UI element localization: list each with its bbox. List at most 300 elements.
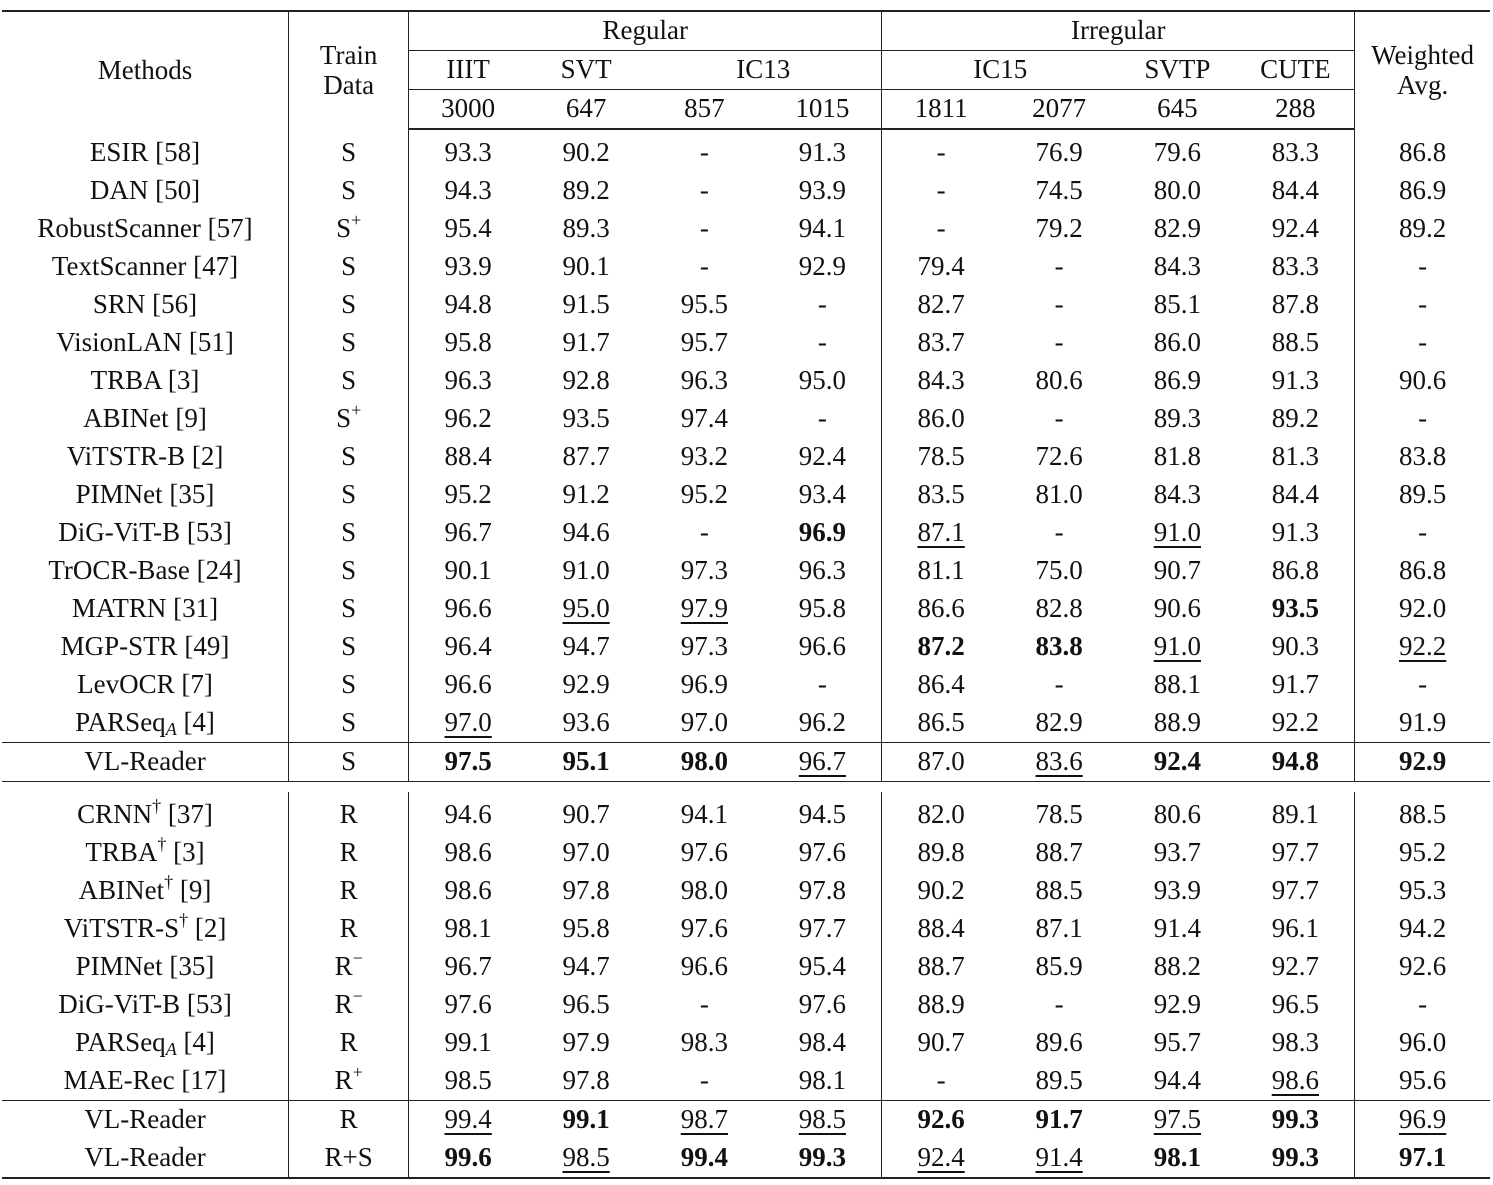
weighted-avg-cell bbox=[1355, 628, 1490, 666]
score-cell bbox=[882, 400, 1000, 438]
score-cell bbox=[764, 743, 882, 782]
score-cell bbox=[1000, 210, 1118, 248]
method-name: ESIR [58] bbox=[89, 136, 201, 167]
dagger-mark: † bbox=[164, 872, 174, 893]
score-cell bbox=[882, 129, 1000, 172]
score-cell bbox=[527, 834, 645, 872]
score-value: 97.0 bbox=[562, 837, 610, 868]
score-value: 83.3 bbox=[1271, 251, 1319, 282]
score-value: 99.3 bbox=[1271, 1142, 1319, 1173]
score-value: 93.9 bbox=[1153, 875, 1201, 906]
score-cell bbox=[1236, 1062, 1354, 1101]
score-cell bbox=[1118, 286, 1236, 324]
method-cell bbox=[2, 910, 289, 948]
score-value: - bbox=[699, 1065, 709, 1096]
score-cell bbox=[527, 1062, 645, 1101]
score-cell bbox=[1000, 172, 1118, 210]
dataset-header-svtp: SVTP bbox=[1118, 51, 1236, 90]
table-row bbox=[2, 362, 1490, 400]
score-cell bbox=[409, 210, 527, 248]
score-cell bbox=[409, 628, 527, 666]
score-cell bbox=[527, 590, 645, 628]
train-data-cell bbox=[289, 910, 409, 948]
method-cell bbox=[2, 704, 289, 743]
train-data-value: S bbox=[336, 403, 352, 434]
score-value: - bbox=[817, 289, 827, 320]
dataset-header-ic15: IC15 bbox=[882, 51, 1118, 90]
score-cell bbox=[1118, 172, 1236, 210]
score-value: - bbox=[1054, 289, 1064, 320]
train-data-cell bbox=[289, 476, 409, 514]
score-cell bbox=[645, 792, 763, 834]
score-value: 97.3 bbox=[680, 555, 728, 586]
score-cell bbox=[1000, 1139, 1118, 1178]
score-cell bbox=[527, 910, 645, 948]
train-data-cell bbox=[289, 400, 409, 438]
score-cell bbox=[645, 286, 763, 324]
score-cell bbox=[882, 590, 1000, 628]
score-value: 90.7 bbox=[917, 1027, 965, 1058]
method-subscript: A bbox=[165, 719, 177, 740]
train-data-value: R bbox=[339, 1027, 358, 1058]
weighted-avg-cell bbox=[1355, 948, 1490, 986]
score-cell bbox=[1000, 948, 1118, 986]
train-data-cell bbox=[289, 1024, 409, 1062]
method-cell bbox=[2, 1024, 289, 1062]
score-value: 89.3 bbox=[562, 213, 610, 244]
score-value: 97.0 bbox=[444, 707, 492, 738]
score-value: - bbox=[699, 989, 709, 1020]
score-cell bbox=[1000, 129, 1118, 172]
score-value: 94.6 bbox=[562, 517, 610, 548]
score-value: 92.9 bbox=[1153, 989, 1201, 1020]
train-data-value: S bbox=[341, 136, 357, 167]
score-value: 95.2 bbox=[444, 479, 492, 510]
score-value: 97.6 bbox=[798, 837, 847, 868]
score-cell bbox=[527, 248, 645, 286]
train-data-value: R bbox=[339, 837, 358, 868]
score-value: 95.2 bbox=[680, 479, 728, 510]
score-cell bbox=[882, 834, 1000, 872]
score-cell bbox=[882, 704, 1000, 743]
count-header: 857 bbox=[645, 90, 763, 130]
score-cell bbox=[764, 248, 882, 286]
score-value: 91.0 bbox=[562, 555, 610, 586]
score-value: - bbox=[699, 517, 709, 548]
score-value: 82.9 bbox=[1153, 213, 1201, 244]
method-name: DiG-ViT-B [53] bbox=[58, 517, 232, 548]
score-value: 92.4 bbox=[1271, 213, 1319, 244]
score-value: 86.8 bbox=[1398, 555, 1447, 586]
weighted-avg-cell bbox=[1355, 590, 1490, 628]
score-value: - bbox=[936, 137, 946, 168]
score-cell bbox=[882, 286, 1000, 324]
score-value: 95.8 bbox=[444, 327, 492, 358]
score-cell bbox=[1000, 1062, 1118, 1101]
score-cell bbox=[764, 286, 882, 324]
score-cell bbox=[645, 324, 763, 362]
score-value: 90.7 bbox=[1153, 555, 1201, 586]
score-value: 79.6 bbox=[1153, 137, 1201, 168]
weighted-avg-cell bbox=[1355, 129, 1490, 172]
method-cell bbox=[2, 628, 289, 666]
score-cell bbox=[1000, 438, 1118, 476]
score-cell bbox=[1000, 704, 1118, 743]
score-value: 86.8 bbox=[1271, 555, 1319, 586]
dataset-header-ic13: IC13 bbox=[645, 51, 882, 90]
weighted-avg-cell bbox=[1355, 1139, 1490, 1178]
score-cell bbox=[527, 872, 645, 910]
train-data-cell bbox=[289, 438, 409, 476]
score-value: 90.1 bbox=[444, 555, 492, 586]
score-value: 80.6 bbox=[1035, 365, 1083, 396]
table-row bbox=[2, 286, 1490, 324]
score-value: 91.4 bbox=[1153, 913, 1201, 944]
score-value: 93.6 bbox=[562, 707, 610, 738]
score-value: 96.1 bbox=[1271, 913, 1319, 944]
score-value: 92.4 bbox=[917, 1142, 965, 1173]
score-value: 79.4 bbox=[917, 251, 965, 282]
score-value: 87.1 bbox=[1035, 913, 1083, 944]
score-value: 88.9 bbox=[1153, 707, 1201, 738]
score-value: 97.1 bbox=[1398, 1142, 1447, 1173]
count-header: 2077 bbox=[1000, 90, 1118, 130]
score-value: 89.2 bbox=[562, 175, 610, 206]
score-cell bbox=[527, 210, 645, 248]
score-cell bbox=[527, 792, 645, 834]
method-name: ViTSTR-S bbox=[63, 913, 180, 944]
score-value: 97.3 bbox=[680, 631, 728, 662]
score-value: 94.7 bbox=[562, 951, 610, 982]
score-value: 92.4 bbox=[798, 441, 847, 472]
score-cell bbox=[1000, 792, 1118, 834]
score-cell bbox=[1118, 514, 1236, 552]
table-row bbox=[2, 129, 1490, 172]
score-value: - bbox=[1418, 327, 1428, 358]
score-cell bbox=[1236, 628, 1354, 666]
score-value: 93.7 bbox=[1153, 837, 1201, 868]
weighted-avg-header: Weighted Avg. bbox=[1355, 11, 1490, 129]
score-value: 97.9 bbox=[680, 593, 728, 624]
score-value: 90.2 bbox=[917, 875, 965, 906]
score-value: 86.9 bbox=[1153, 365, 1201, 396]
score-value: 86.8 bbox=[1398, 136, 1447, 167]
score-cell bbox=[1000, 986, 1118, 1024]
score-value: 96.7 bbox=[798, 746, 847, 777]
score-cell bbox=[1118, 834, 1236, 872]
score-cell bbox=[1236, 324, 1354, 362]
score-cell bbox=[764, 514, 882, 552]
score-value: 98.4 bbox=[798, 1027, 847, 1058]
score-cell bbox=[764, 1024, 882, 1062]
score-cell bbox=[645, 438, 763, 476]
score-value: 98.0 bbox=[680, 875, 728, 906]
score-value: 91.0 bbox=[1153, 517, 1201, 548]
score-value: 81.1 bbox=[917, 555, 965, 586]
score-cell bbox=[1236, 590, 1354, 628]
score-cell bbox=[764, 704, 882, 743]
score-cell bbox=[1000, 400, 1118, 438]
table-row bbox=[2, 476, 1490, 514]
score-value: 91.7 bbox=[562, 327, 610, 358]
ours-row bbox=[2, 1139, 1490, 1178]
score-cell bbox=[527, 704, 645, 743]
score-cell bbox=[645, 362, 763, 400]
score-cell bbox=[1000, 590, 1118, 628]
train-data-cell bbox=[289, 1139, 409, 1178]
train-data-value: S bbox=[341, 631, 357, 662]
method-cell bbox=[2, 514, 289, 552]
score-value: 93.9 bbox=[444, 251, 492, 282]
method-cell bbox=[2, 362, 289, 400]
method-cell bbox=[2, 1101, 289, 1140]
score-cell bbox=[527, 324, 645, 362]
score-cell bbox=[527, 1024, 645, 1062]
train-data-header: Train Data bbox=[289, 11, 409, 129]
score-cell bbox=[1236, 1139, 1354, 1178]
score-value: 95.5 bbox=[680, 289, 728, 320]
results-table-container bbox=[2, 10, 1490, 1179]
score-value: 91.3 bbox=[1271, 365, 1319, 396]
score-value: 83.7 bbox=[917, 327, 965, 358]
weighted-avg-cell bbox=[1355, 666, 1490, 704]
score-value: 97.0 bbox=[680, 707, 728, 738]
score-value: 90.6 bbox=[1153, 593, 1201, 624]
train-data-value: S bbox=[341, 479, 357, 510]
score-cell bbox=[1000, 476, 1118, 514]
score-cell bbox=[1236, 210, 1354, 248]
train-data-cell bbox=[289, 514, 409, 552]
method-name: VisionLAN [51] bbox=[56, 327, 234, 358]
score-cell bbox=[1236, 514, 1354, 552]
score-cell bbox=[645, 948, 763, 986]
score-value: - bbox=[699, 251, 709, 282]
score-cell bbox=[882, 172, 1000, 210]
score-value: 88.5 bbox=[1398, 799, 1447, 830]
irregular-group-header: Irregular bbox=[882, 11, 1355, 51]
method-cell bbox=[2, 129, 289, 172]
method-cell bbox=[2, 1062, 289, 1101]
score-cell bbox=[882, 248, 1000, 286]
train-data-value: R bbox=[334, 1065, 353, 1096]
score-value: 92.2 bbox=[1271, 707, 1319, 738]
weighted-avg-cell bbox=[1355, 834, 1490, 872]
score-cell bbox=[882, 1062, 1000, 1101]
score-value: 98.1 bbox=[1153, 1142, 1201, 1173]
score-value: 84.4 bbox=[1271, 479, 1319, 510]
score-value: 97.7 bbox=[798, 913, 847, 944]
score-cell bbox=[764, 1062, 882, 1101]
score-cell bbox=[1118, 1101, 1236, 1140]
score-value: 98.3 bbox=[680, 1027, 728, 1058]
score-cell bbox=[1000, 1101, 1118, 1140]
score-cell bbox=[409, 948, 527, 986]
score-value: 96.6 bbox=[444, 669, 492, 700]
score-value: 89.8 bbox=[917, 837, 965, 868]
score-value: 98.5 bbox=[798, 1104, 847, 1135]
train-data-value: S bbox=[336, 213, 352, 244]
score-value: 97.7 bbox=[1271, 875, 1319, 906]
score-value: - bbox=[699, 213, 709, 244]
score-cell bbox=[1118, 590, 1236, 628]
score-value: 89.5 bbox=[1398, 479, 1447, 510]
score-value: 94.2 bbox=[1398, 913, 1447, 944]
score-cell bbox=[1118, 210, 1236, 248]
score-value: - bbox=[1418, 989, 1428, 1020]
score-cell bbox=[527, 129, 645, 172]
score-cell bbox=[527, 286, 645, 324]
score-value: 96.4 bbox=[444, 631, 492, 662]
table-row bbox=[2, 628, 1490, 666]
score-value: 81.8 bbox=[1153, 441, 1201, 472]
score-value: 97.6 bbox=[680, 837, 728, 868]
score-cell bbox=[527, 628, 645, 666]
score-value: - bbox=[1054, 517, 1064, 548]
score-value: 86.6 bbox=[917, 593, 965, 624]
score-value: 94.8 bbox=[444, 289, 492, 320]
score-cell bbox=[1236, 438, 1354, 476]
score-value: 99.1 bbox=[444, 1027, 492, 1058]
score-value: 94.8 bbox=[1271, 746, 1319, 777]
method-citation: [2] bbox=[188, 913, 227, 944]
score-value: 98.3 bbox=[1271, 1027, 1319, 1058]
score-cell bbox=[1236, 286, 1354, 324]
method-cell bbox=[2, 476, 289, 514]
score-cell bbox=[1236, 792, 1354, 834]
score-cell bbox=[882, 1139, 1000, 1178]
method-name: ViTSTR-B [2] bbox=[66, 441, 224, 472]
score-value: 90.2 bbox=[562, 137, 610, 168]
score-cell bbox=[1236, 248, 1354, 286]
score-cell bbox=[1118, 666, 1236, 704]
score-value: - bbox=[1418, 517, 1428, 548]
score-cell bbox=[882, 986, 1000, 1024]
score-value: 87.2 bbox=[917, 631, 965, 662]
score-value: 93.3 bbox=[444, 137, 492, 168]
weighted-avg-cell bbox=[1355, 872, 1490, 910]
score-cell bbox=[409, 1139, 527, 1178]
score-cell bbox=[882, 324, 1000, 362]
score-cell bbox=[409, 552, 527, 590]
train-data-value: S bbox=[341, 669, 357, 700]
score-value: 98.5 bbox=[444, 1065, 492, 1096]
method-cell bbox=[2, 248, 289, 286]
score-value: - bbox=[1054, 403, 1064, 434]
score-value: 91.0 bbox=[1153, 631, 1201, 662]
score-value: 96.3 bbox=[444, 365, 492, 396]
score-cell bbox=[882, 792, 1000, 834]
train-data-cell bbox=[289, 362, 409, 400]
table-header bbox=[2, 11, 1490, 129]
score-value: 86.5 bbox=[917, 707, 965, 738]
method-citation: [9] bbox=[173, 875, 212, 906]
score-cell bbox=[645, 834, 763, 872]
score-value: 84.3 bbox=[1153, 479, 1201, 510]
score-cell bbox=[1236, 172, 1354, 210]
score-cell bbox=[527, 438, 645, 476]
score-value: 95.1 bbox=[562, 746, 610, 777]
score-value: 97.4 bbox=[680, 403, 728, 434]
score-cell bbox=[409, 514, 527, 552]
score-cell bbox=[409, 910, 527, 948]
weighted-avg-cell bbox=[1355, 910, 1490, 948]
method-cell bbox=[2, 552, 289, 590]
dataset-header-cute: CUTE bbox=[1236, 51, 1354, 90]
score-value: 97.5 bbox=[444, 746, 492, 777]
score-value: 81.0 bbox=[1035, 479, 1083, 510]
score-cell bbox=[1118, 743, 1236, 782]
train-data-cell bbox=[289, 248, 409, 286]
score-cell bbox=[645, 628, 763, 666]
table-row bbox=[2, 248, 1490, 286]
score-value: 78.5 bbox=[1035, 799, 1083, 830]
score-value: 83.3 bbox=[1271, 137, 1319, 168]
method-cell bbox=[2, 948, 289, 986]
score-cell bbox=[764, 362, 882, 400]
score-value: 83.8 bbox=[1398, 441, 1447, 472]
train-data-value: R bbox=[334, 989, 353, 1020]
score-cell bbox=[1118, 910, 1236, 948]
score-value: 99.6 bbox=[444, 1142, 492, 1173]
score-value: 82.7 bbox=[917, 289, 965, 320]
score-value: 97.9 bbox=[562, 1027, 610, 1058]
train-data-value: S bbox=[341, 441, 357, 472]
method-cell bbox=[2, 1139, 289, 1178]
table-row bbox=[2, 986, 1490, 1024]
score-cell bbox=[409, 704, 527, 743]
table-row bbox=[2, 438, 1490, 476]
score-value: - bbox=[1054, 327, 1064, 358]
score-cell bbox=[409, 792, 527, 834]
method-citation: [37] bbox=[161, 799, 213, 830]
train-data-value: R+S bbox=[324, 1142, 373, 1173]
table-row bbox=[2, 172, 1490, 210]
score-value: 95.3 bbox=[1398, 875, 1447, 906]
train-data-cell bbox=[289, 834, 409, 872]
train-data-value: S bbox=[341, 175, 357, 206]
score-value: - bbox=[936, 1065, 946, 1096]
score-value: 98.1 bbox=[444, 913, 492, 944]
count-header: 3000 bbox=[409, 90, 527, 130]
score-cell bbox=[1000, 324, 1118, 362]
train-data-cell bbox=[289, 590, 409, 628]
score-value: 95.8 bbox=[562, 913, 610, 944]
table-row bbox=[2, 400, 1490, 438]
table-row bbox=[2, 910, 1490, 948]
score-cell bbox=[1118, 400, 1236, 438]
train-data-cell bbox=[289, 872, 409, 910]
score-value: 91.9 bbox=[1398, 707, 1447, 738]
score-value: 96.2 bbox=[444, 403, 492, 434]
score-value: 95.4 bbox=[444, 213, 492, 244]
score-cell bbox=[409, 834, 527, 872]
score-cell bbox=[1236, 400, 1354, 438]
score-cell bbox=[527, 1139, 645, 1178]
train-data-cell bbox=[289, 1101, 409, 1140]
score-cell bbox=[1118, 476, 1236, 514]
score-value: 98.1 bbox=[798, 1065, 847, 1096]
train-data-value: R bbox=[339, 799, 358, 830]
method-subscript: A bbox=[165, 1039, 177, 1060]
method-name: DiG-ViT-B [53] bbox=[58, 989, 232, 1020]
method-name: PIMNet [35] bbox=[75, 951, 215, 982]
score-cell bbox=[1000, 743, 1118, 782]
score-cell bbox=[1000, 872, 1118, 910]
score-cell bbox=[645, 743, 763, 782]
score-value: 90.3 bbox=[1271, 631, 1319, 662]
score-value: 91.4 bbox=[1035, 1142, 1083, 1173]
score-cell bbox=[527, 986, 645, 1024]
